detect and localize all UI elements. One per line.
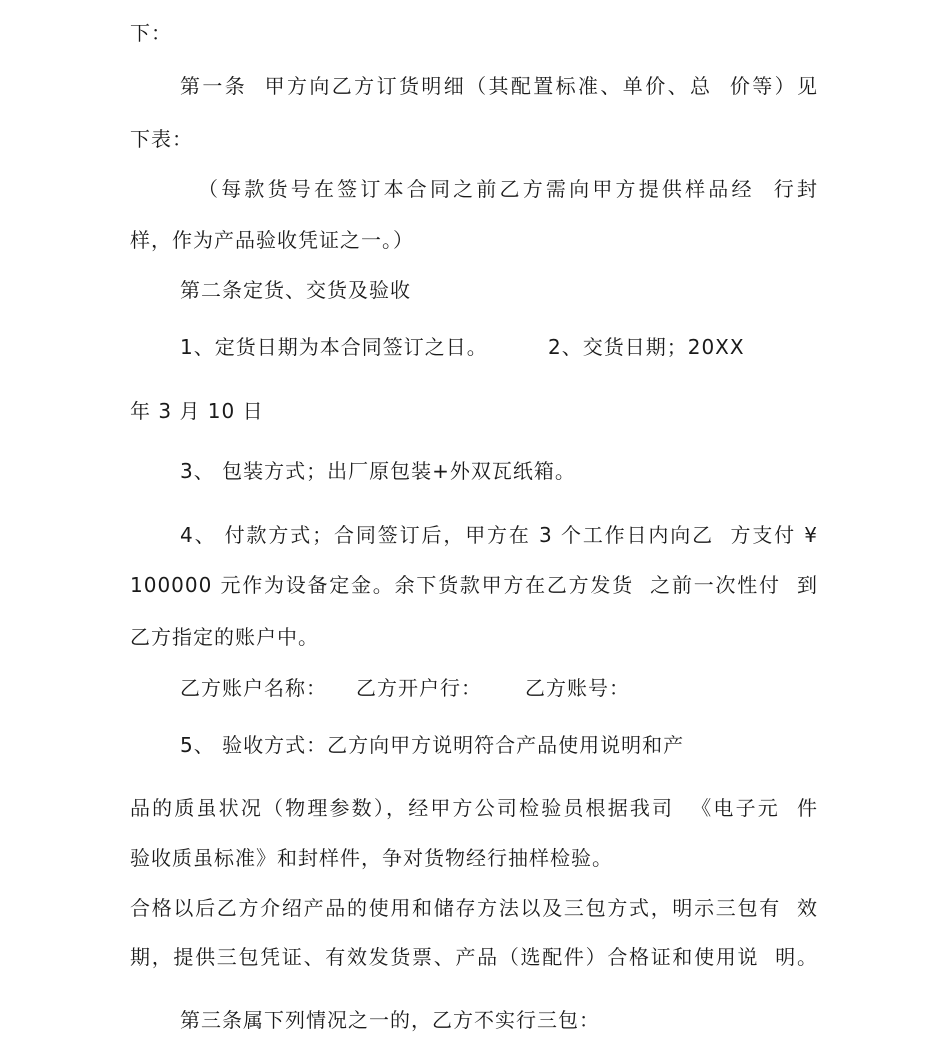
account-name-label: 乙方账户名称： [180, 676, 327, 700]
article-1-heading: 第一条 甲方向乙方订货明细（其配置标准、单价、总 价等）见 [180, 74, 818, 98]
text-line: （每款货号在签订本合同之前乙方需向甲方提供样品经 行封 [198, 177, 818, 201]
text-line: 乙方指定的账户中。 [130, 625, 319, 649]
text-line: 验收质虽标准》和封样件，争对货物经行抽样检验。 [130, 846, 613, 870]
delivery-date-clause: 2、交货日期；20XX [548, 335, 745, 359]
text-line: 年 3 月 10 日 [130, 399, 264, 423]
order-date-clause: 1、定货日期为本合同签订之日。 [180, 335, 488, 359]
packaging-clause: 3、 包装方式；出厂原包装+外双瓦纸箱。 [180, 459, 576, 483]
article-2-heading: 第二条定货、交货及验收 [180, 278, 411, 302]
text-line: 期，提供三包凭证、有效发货票、产品（选配件）合格证和使用说 明。 [130, 945, 818, 969]
payment-clause: 4、 付款方式；合同签订后，甲方在 3 个工作日内向乙 方支付 ¥ [180, 523, 818, 547]
account-bank-label: 乙方开户行： [356, 676, 482, 700]
text-line: 100000 元作为设备定金。余下货款甲方在乙方发货 之前一次性付 到 [130, 573, 818, 597]
article-3-heading: 第三条属下列情况之一的，乙方不实行三包： [180, 1008, 600, 1032]
text-line: 下表： [130, 127, 193, 151]
text-line: 样，作为产品验收凭证之一。） [130, 228, 414, 252]
text-line: 下： [130, 21, 172, 45]
account-number-label: 乙方账号： [525, 676, 630, 700]
text-line: 品的质虽状况（物理参数），经甲方公司检验员根据我司 《电子元 件 [130, 796, 818, 820]
text-line: 合格以后乙方介绍产品的使用和储存方法以及三包方式，明示三包有 效 [130, 896, 818, 920]
inspection-clause: 5、 验收方式：乙方向甲方说明符合产品使用说明和产 [180, 733, 685, 757]
